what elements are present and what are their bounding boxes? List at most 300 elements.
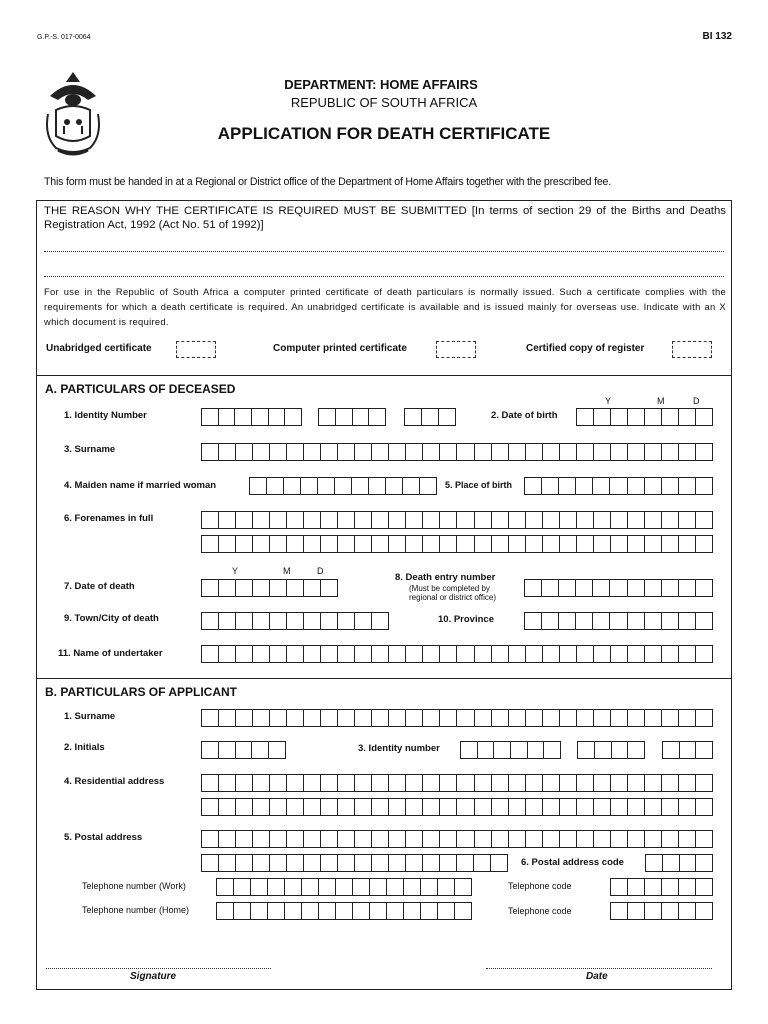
input-cell[interactable] (270, 580, 287, 596)
input-cell[interactable] (202, 855, 219, 871)
input-cell[interactable] (202, 775, 219, 791)
reason-line-2[interactable] (44, 276, 724, 277)
input-cell[interactable] (202, 409, 219, 425)
input-cell[interactable] (509, 831, 526, 847)
input-cell[interactable] (628, 799, 645, 815)
input-cell[interactable] (696, 710, 712, 726)
input-cell[interactable] (406, 444, 423, 460)
input-cell[interactable] (438, 903, 455, 919)
input-cell[interactable] (372, 775, 389, 791)
input-cell[interactable] (406, 536, 423, 552)
input-cell[interactable] (235, 409, 252, 425)
input-cell[interactable] (679, 478, 696, 494)
input-cell[interactable] (662, 710, 679, 726)
input-cell[interactable] (301, 478, 318, 494)
input-cell[interactable] (236, 799, 253, 815)
input-cell[interactable] (457, 444, 474, 460)
input-cell[interactable] (270, 646, 287, 662)
input-cell[interactable] (321, 775, 338, 791)
input-cell[interactable] (219, 646, 236, 662)
a-forenames-boxes-2[interactable] (201, 535, 713, 553)
input-cell[interactable] (628, 613, 645, 629)
input-cell[interactable] (202, 710, 219, 726)
input-cell[interactable] (353, 879, 370, 895)
input-cell[interactable] (423, 646, 440, 662)
input-cell[interactable] (526, 646, 543, 662)
input-cell[interactable] (287, 775, 304, 791)
input-cell[interactable] (338, 512, 355, 528)
input-cell[interactable] (389, 710, 406, 726)
input-cell[interactable] (526, 512, 543, 528)
b-residential-boxes-1[interactable] (201, 774, 713, 792)
input-cell[interactable] (610, 580, 627, 596)
input-cell[interactable] (559, 613, 576, 629)
input-cell[interactable] (628, 831, 645, 847)
input-cell[interactable] (560, 512, 577, 528)
reason-line-1[interactable] (44, 251, 724, 252)
input-cell[interactable] (389, 799, 406, 815)
input-cell[interactable] (253, 580, 270, 596)
input-cell[interactable] (387, 879, 404, 895)
input-cell[interactable] (253, 512, 270, 528)
input-cell[interactable] (628, 742, 644, 758)
input-cell[interactable] (457, 775, 474, 791)
input-cell[interactable] (202, 444, 219, 460)
input-cell[interactable] (628, 646, 645, 662)
input-cell[interactable] (543, 536, 560, 552)
b-postal-boxes-1[interactable] (201, 830, 713, 848)
input-cell[interactable] (576, 478, 593, 494)
input-cell[interactable] (577, 444, 594, 460)
input-cell[interactable] (645, 799, 662, 815)
input-cell[interactable] (611, 831, 628, 847)
a-town-boxes[interactable] (201, 612, 389, 630)
input-cell[interactable] (528, 742, 545, 758)
input-cell[interactable] (304, 512, 321, 528)
input-cell[interactable] (457, 536, 474, 552)
input-cell[interactable] (645, 903, 662, 919)
input-cell[interactable] (285, 879, 302, 895)
input-cell[interactable] (646, 855, 663, 871)
input-cell[interactable] (679, 831, 696, 847)
input-cell[interactable] (370, 903, 387, 919)
input-cell[interactable] (355, 536, 372, 552)
input-cell[interactable] (679, 775, 696, 791)
input-cell[interactable] (219, 831, 236, 847)
input-cell[interactable] (679, 613, 696, 629)
input-cell[interactable] (696, 409, 712, 425)
input-cell[interactable] (304, 444, 321, 460)
input-cell[interactable] (389, 775, 406, 791)
input-cell[interactable] (421, 903, 438, 919)
input-cell[interactable] (696, 646, 712, 662)
input-cell[interactable] (679, 710, 696, 726)
input-cell[interactable] (680, 855, 697, 871)
input-cell[interactable] (353, 903, 370, 919)
input-cell[interactable] (270, 775, 287, 791)
input-cell[interactable] (611, 409, 628, 425)
input-cell[interactable] (696, 855, 712, 871)
input-cell[interactable] (696, 512, 712, 528)
input-cell[interactable] (543, 710, 560, 726)
input-cell[interactable] (372, 444, 389, 460)
input-cell[interactable] (542, 580, 559, 596)
input-cell[interactable] (287, 799, 304, 815)
input-cell[interactable] (321, 855, 338, 871)
input-cell[interactable] (372, 799, 389, 815)
a-dob-boxes[interactable] (576, 408, 713, 426)
input-cell[interactable] (287, 855, 304, 871)
input-cell[interactable] (593, 613, 610, 629)
input-cell[interactable] (475, 512, 492, 528)
a-forenames-boxes-1[interactable] (201, 511, 713, 529)
input-cell[interactable] (202, 831, 219, 847)
input-cell[interactable] (577, 536, 594, 552)
input-cell[interactable] (319, 903, 336, 919)
input-cell[interactable] (304, 775, 321, 791)
input-cell[interactable] (455, 879, 471, 895)
input-cell[interactable] (321, 536, 338, 552)
input-cell[interactable] (611, 512, 628, 528)
a-maiden-boxes[interactable] (249, 477, 437, 495)
input-cell[interactable] (236, 831, 253, 847)
input-cell[interactable] (338, 775, 355, 791)
input-cell[interactable] (202, 580, 219, 596)
input-cell[interactable] (270, 536, 287, 552)
input-cell[interactable] (253, 855, 270, 871)
input-cell[interactable] (663, 742, 680, 758)
input-cell[interactable] (662, 512, 679, 528)
input-cell[interactable] (594, 444, 611, 460)
input-cell[interactable] (355, 512, 372, 528)
input-cell[interactable] (594, 799, 611, 815)
input-cell[interactable] (543, 799, 560, 815)
input-cell[interactable] (389, 646, 406, 662)
input-cell[interactable] (406, 775, 423, 791)
input-cell[interactable] (662, 775, 679, 791)
input-cell[interactable] (594, 775, 611, 791)
input-cell[interactable] (253, 831, 270, 847)
input-cell[interactable] (542, 613, 559, 629)
input-cell[interactable] (543, 646, 560, 662)
input-cell[interactable] (577, 646, 594, 662)
input-cell[interactable] (250, 478, 267, 494)
input-cell[interactable] (353, 409, 370, 425)
input-cell[interactable] (679, 799, 696, 815)
input-cell[interactable] (492, 831, 509, 847)
input-cell[interactable] (270, 799, 287, 815)
input-cell[interactable] (270, 613, 287, 629)
input-cell[interactable] (593, 478, 610, 494)
input-cell[interactable] (457, 831, 474, 847)
input-cell[interactable] (372, 855, 389, 871)
input-cell[interactable] (610, 478, 627, 494)
input-cell[interactable] (559, 478, 576, 494)
input-cell[interactable] (593, 580, 610, 596)
input-cell[interactable] (302, 879, 319, 895)
input-cell[interactable] (576, 613, 593, 629)
input-cell[interactable] (389, 444, 406, 460)
date-line[interactable] (486, 968, 712, 969)
input-cell[interactable] (370, 879, 387, 895)
input-cell[interactable] (645, 646, 662, 662)
input-cell[interactable] (287, 613, 304, 629)
input-cell[interactable] (509, 646, 526, 662)
input-cell[interactable] (457, 710, 474, 726)
input-cell[interactable] (386, 478, 403, 494)
input-cell[interactable] (680, 742, 697, 758)
input-cell[interactable] (628, 879, 645, 895)
input-cell[interactable] (269, 742, 285, 758)
input-cell[interactable] (492, 512, 509, 528)
input-cell[interactable] (679, 903, 696, 919)
input-cell[interactable] (202, 646, 219, 662)
input-cell[interactable] (253, 444, 270, 460)
input-cell[interactable] (577, 409, 594, 425)
input-cell[interactable] (594, 512, 611, 528)
input-cell[interactable] (594, 831, 611, 847)
input-cell[interactable] (578, 742, 595, 758)
input-cell[interactable] (270, 855, 287, 871)
input-cell[interactable] (645, 536, 662, 552)
input-cell[interactable] (577, 775, 594, 791)
input-cell[interactable] (509, 799, 526, 815)
input-cell[interactable] (696, 478, 712, 494)
input-cell[interactable] (423, 512, 440, 528)
input-cell[interactable] (696, 775, 712, 791)
input-cell[interactable] (560, 775, 577, 791)
input-cell[interactable] (219, 409, 236, 425)
input-cell[interactable] (321, 710, 338, 726)
input-cell[interactable] (526, 444, 543, 460)
input-cell[interactable] (560, 536, 577, 552)
input-cell[interactable] (270, 444, 287, 460)
signature-line[interactable] (46, 968, 271, 969)
input-cell[interactable] (404, 903, 421, 919)
input-cell[interactable] (369, 409, 385, 425)
b-identity-part3[interactable] (662, 741, 713, 759)
input-cell[interactable] (389, 855, 406, 871)
input-cell[interactable] (645, 580, 662, 596)
input-cell[interactable] (236, 855, 253, 871)
input-cell[interactable] (543, 444, 560, 460)
input-cell[interactable] (219, 855, 236, 871)
input-cell[interactable] (474, 855, 491, 871)
input-cell[interactable] (269, 409, 286, 425)
input-cell[interactable] (577, 799, 594, 815)
input-cell[interactable] (475, 444, 492, 460)
input-cell[interactable] (526, 831, 543, 847)
input-cell[interactable] (610, 613, 627, 629)
input-cell[interactable] (236, 613, 253, 629)
input-cell[interactable] (406, 799, 423, 815)
input-cell[interactable] (577, 512, 594, 528)
input-cell[interactable] (560, 831, 577, 847)
b-postal-boxes-2[interactable] (201, 854, 508, 872)
input-cell[interactable] (355, 613, 372, 629)
opt-certified-box[interactable] (672, 341, 712, 358)
b-residential-boxes-2[interactable] (201, 798, 713, 816)
input-cell[interactable] (423, 536, 440, 552)
input-cell[interactable] (287, 831, 304, 847)
b-tel-home-boxes[interactable] (216, 902, 472, 920)
input-cell[interactable] (267, 478, 284, 494)
input-cell[interactable] (404, 879, 421, 895)
input-cell[interactable] (509, 444, 526, 460)
input-cell[interactable] (219, 775, 236, 791)
input-cell[interactable] (335, 478, 352, 494)
input-cell[interactable] (696, 444, 712, 460)
input-cell[interactable] (423, 799, 440, 815)
input-cell[interactable] (338, 536, 355, 552)
input-cell[interactable] (662, 646, 679, 662)
input-cell[interactable] (338, 444, 355, 460)
input-cell[interactable] (355, 710, 372, 726)
input-cell[interactable] (253, 799, 270, 815)
input-cell[interactable] (662, 580, 679, 596)
input-cell[interactable] (645, 879, 662, 895)
input-cell[interactable] (662, 831, 679, 847)
input-cell[interactable] (475, 646, 492, 662)
input-cell[interactable] (662, 409, 679, 425)
input-cell[interactable] (628, 512, 645, 528)
input-cell[interactable] (202, 512, 219, 528)
input-cell[interactable] (304, 799, 321, 815)
input-cell[interactable] (696, 879, 712, 895)
input-cell[interactable] (406, 831, 423, 847)
input-cell[interactable] (352, 478, 369, 494)
input-cell[interactable] (202, 613, 219, 629)
input-cell[interactable] (594, 710, 611, 726)
input-cell[interactable] (628, 710, 645, 726)
input-cell[interactable] (336, 409, 353, 425)
input-cell[interactable] (440, 855, 457, 871)
input-cell[interactable] (455, 903, 471, 919)
input-cell[interactable] (526, 775, 543, 791)
input-cell[interactable] (405, 409, 422, 425)
input-cell[interactable] (234, 879, 251, 895)
input-cell[interactable] (494, 742, 511, 758)
a-pob-boxes[interactable] (524, 477, 713, 495)
input-cell[interactable] (319, 879, 336, 895)
input-cell[interactable] (457, 855, 474, 871)
input-cell[interactable] (321, 512, 338, 528)
input-cell[interactable] (645, 478, 662, 494)
input-cell[interactable] (662, 879, 679, 895)
input-cell[interactable] (440, 710, 457, 726)
b-tel-code-boxes-2[interactable] (610, 902, 713, 920)
input-cell[interactable] (423, 444, 440, 460)
a-identity-part3[interactable] (404, 408, 456, 426)
input-cell[interactable] (251, 879, 268, 895)
input-cell[interactable] (492, 444, 509, 460)
input-cell[interactable] (234, 903, 251, 919)
input-cell[interactable] (478, 742, 495, 758)
input-cell[interactable] (304, 855, 321, 871)
a-undertaker-boxes[interactable] (201, 645, 713, 663)
input-cell[interactable] (287, 444, 304, 460)
input-cell[interactable] (526, 710, 543, 726)
a-identity-part1[interactable] (201, 408, 302, 426)
input-cell[interactable] (611, 799, 628, 815)
input-cell[interactable] (338, 646, 355, 662)
input-cell[interactable] (321, 444, 338, 460)
input-cell[interactable] (338, 831, 355, 847)
input-cell[interactable] (696, 742, 712, 758)
input-cell[interactable] (594, 536, 611, 552)
input-cell[interactable] (509, 536, 526, 552)
input-cell[interactable] (662, 444, 679, 460)
input-cell[interactable] (645, 444, 662, 460)
input-cell[interactable] (355, 831, 372, 847)
input-cell[interactable] (406, 855, 423, 871)
input-cell[interactable] (423, 855, 440, 871)
input-cell[interactable] (594, 409, 611, 425)
input-cell[interactable] (679, 512, 696, 528)
opt-computer-box[interactable] (436, 341, 476, 358)
input-cell[interactable] (389, 512, 406, 528)
input-cell[interactable] (372, 512, 389, 528)
input-cell[interactable] (662, 478, 679, 494)
input-cell[interactable] (457, 512, 474, 528)
input-cell[interactable] (628, 580, 645, 596)
input-cell[interactable] (287, 646, 304, 662)
input-cell[interactable] (544, 742, 560, 758)
input-cell[interactable] (492, 646, 509, 662)
input-cell[interactable] (321, 580, 337, 596)
input-cell[interactable] (440, 512, 457, 528)
input-cell[interactable] (438, 879, 455, 895)
input-cell[interactable] (268, 879, 285, 895)
input-cell[interactable] (491, 855, 507, 871)
opt-unabridged-box[interactable] (176, 341, 216, 358)
input-cell[interactable] (219, 742, 236, 758)
input-cell[interactable] (253, 613, 270, 629)
input-cell[interactable] (355, 444, 372, 460)
input-cell[interactable] (422, 409, 439, 425)
input-cell[interactable] (202, 742, 219, 758)
input-cell[interactable] (219, 580, 236, 596)
input-cell[interactable] (440, 536, 457, 552)
input-cell[interactable] (285, 903, 302, 919)
input-cell[interactable] (304, 646, 321, 662)
a-identity-part2[interactable] (318, 408, 386, 426)
input-cell[interactable] (268, 903, 285, 919)
input-cell[interactable] (287, 512, 304, 528)
input-cell[interactable] (420, 478, 436, 494)
input-cell[interactable] (253, 710, 270, 726)
input-cell[interactable] (389, 536, 406, 552)
input-cell[interactable] (372, 646, 389, 662)
input-cell[interactable] (202, 799, 219, 815)
input-cell[interactable] (696, 580, 712, 596)
input-cell[interactable] (338, 799, 355, 815)
input-cell[interactable] (202, 536, 219, 552)
input-cell[interactable] (525, 478, 542, 494)
input-cell[interactable] (628, 775, 645, 791)
b-initials-boxes[interactable] (201, 741, 286, 759)
b-tel-work-boxes[interactable] (216, 878, 472, 896)
input-cell[interactable] (696, 799, 712, 815)
input-cell[interactable] (662, 536, 679, 552)
input-cell[interactable] (457, 799, 474, 815)
input-cell[interactable] (217, 879, 234, 895)
input-cell[interactable] (287, 710, 304, 726)
input-cell[interactable] (403, 478, 420, 494)
input-cell[interactable] (628, 903, 645, 919)
input-cell[interactable] (285, 409, 301, 425)
input-cell[interactable] (236, 775, 253, 791)
